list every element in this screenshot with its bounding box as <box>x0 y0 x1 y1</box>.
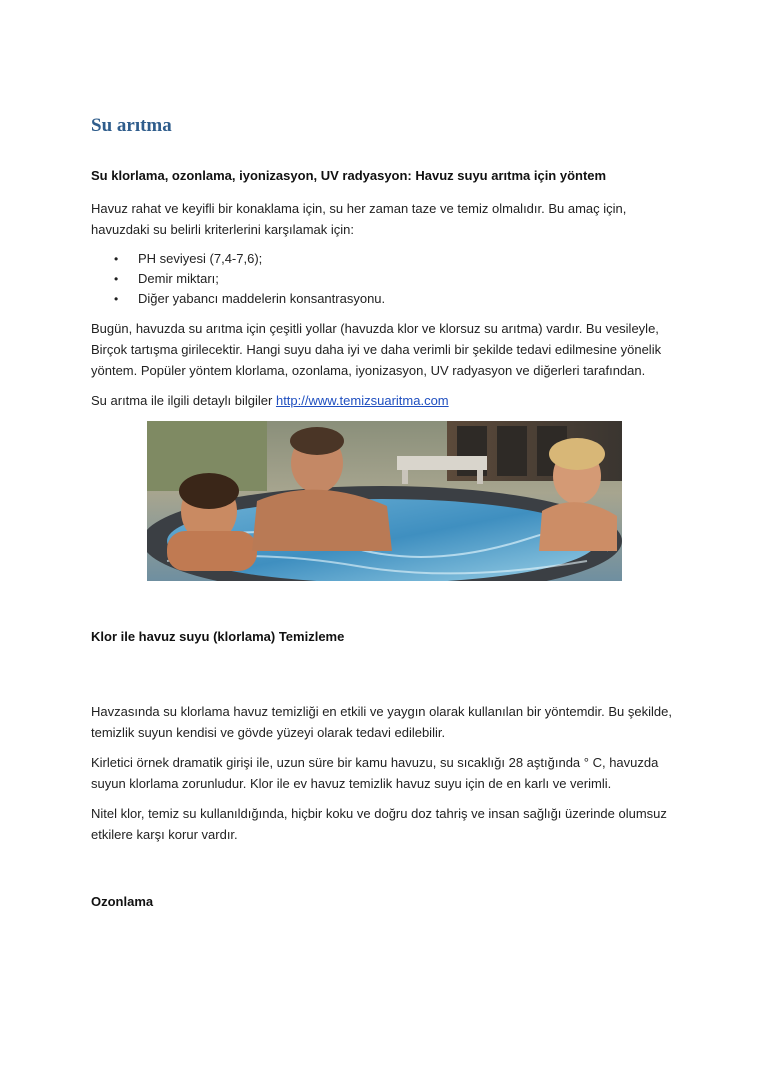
section-heading-methods: Su klorlama, ozonlama, iyonizasyon, UV radyasyon: Havuz suyu arıtma için yöntem <box>91 168 607 183</box>
info-link-paragraph <box>91 390 681 411</box>
document-content <box>91 112 681 924</box>
list-item <box>114 269 681 289</box>
spacer <box>91 659 681 701</box>
spacer <box>91 854 681 892</box>
list-item <box>114 289 681 309</box>
chlorination-paragraph-2: Kirletici örnek dramatik girişi ile, uzun süre bir kamu havuzu, su sıcaklığı 28 aştığında ° C, havuzda suyun klorlama zorunludur. Klor ile ev havuz temizlik havuz suyu için de en karlı ve verimli. <box>91 755 659 791</box>
bullet-icon: • <box>114 272 119 286</box>
website-link[interactable]: http://www.temizsuaritma.com <box>275 393 449 408</box>
chlorination-paragraph-1: Havzasında su klorlama havuz temizliği en etkili ve yaygın olarak kullanılan bir yöntemdir. Bu şekilde, temizlik suyun kendisi ve gövde yüzeyi olarak tedavi edilebilir. <box>91 704 672 740</box>
section-heading-ozonation: Ozonlama <box>91 894 154 909</box>
methods-paragraph: Bugün, havuzda su arıtma için çeşitli yollar (havuzda klor ve klorsuz su arıtma) vardır. Bu vesileyle, Birçok tartışma girilecektir. Hangi suyu daha iyi ve daha verimli bir şekilde tedavi edilmesine yönelik yöntem. Popüler yöntem klorlama, ozonlama, iyonizasyon, UV radyasyon ve diğerleri tarafından. <box>91 321 662 378</box>
bullet-icon: • <box>114 292 119 306</box>
list-item <box>114 249 681 269</box>
section-heading-chlorination: Klor ile havuz suyu (klorlama) Temizleme <box>91 629 345 644</box>
bullet-icon: • <box>114 252 119 266</box>
document-title: Su arıtma <box>91 115 172 136</box>
chlorination-paragraph-3: Nitel klor, temiz su kullanıldığında, hiçbir koku ve doğru doz tahriş ve insan sağlığı üzerinde olumsuz etkilere karşı korur vardır. <box>91 806 667 842</box>
intro-paragraph: Havuz rahat ve keyifli bir konaklama için, su her zaman taze ve temiz olmalıdır. Bu amaç için, havuzdaki su belirli kriterlerini karşılamak için: <box>91 201 627 237</box>
list-item-text: Demir miktarı; <box>138 271 219 286</box>
list-item-text: PH seviyesi (7,4-7,6); <box>138 251 263 266</box>
criteria-list <box>91 249 681 309</box>
hot-tub-photo <box>147 421 622 581</box>
spacer <box>91 581 681 627</box>
info-link-prefix: Su arıtma ile ilgili detaylı bilgiler <box>91 393 276 408</box>
list-item-text: Diğer yabancı maddelerin konsantrasyonu. <box>138 291 386 306</box>
